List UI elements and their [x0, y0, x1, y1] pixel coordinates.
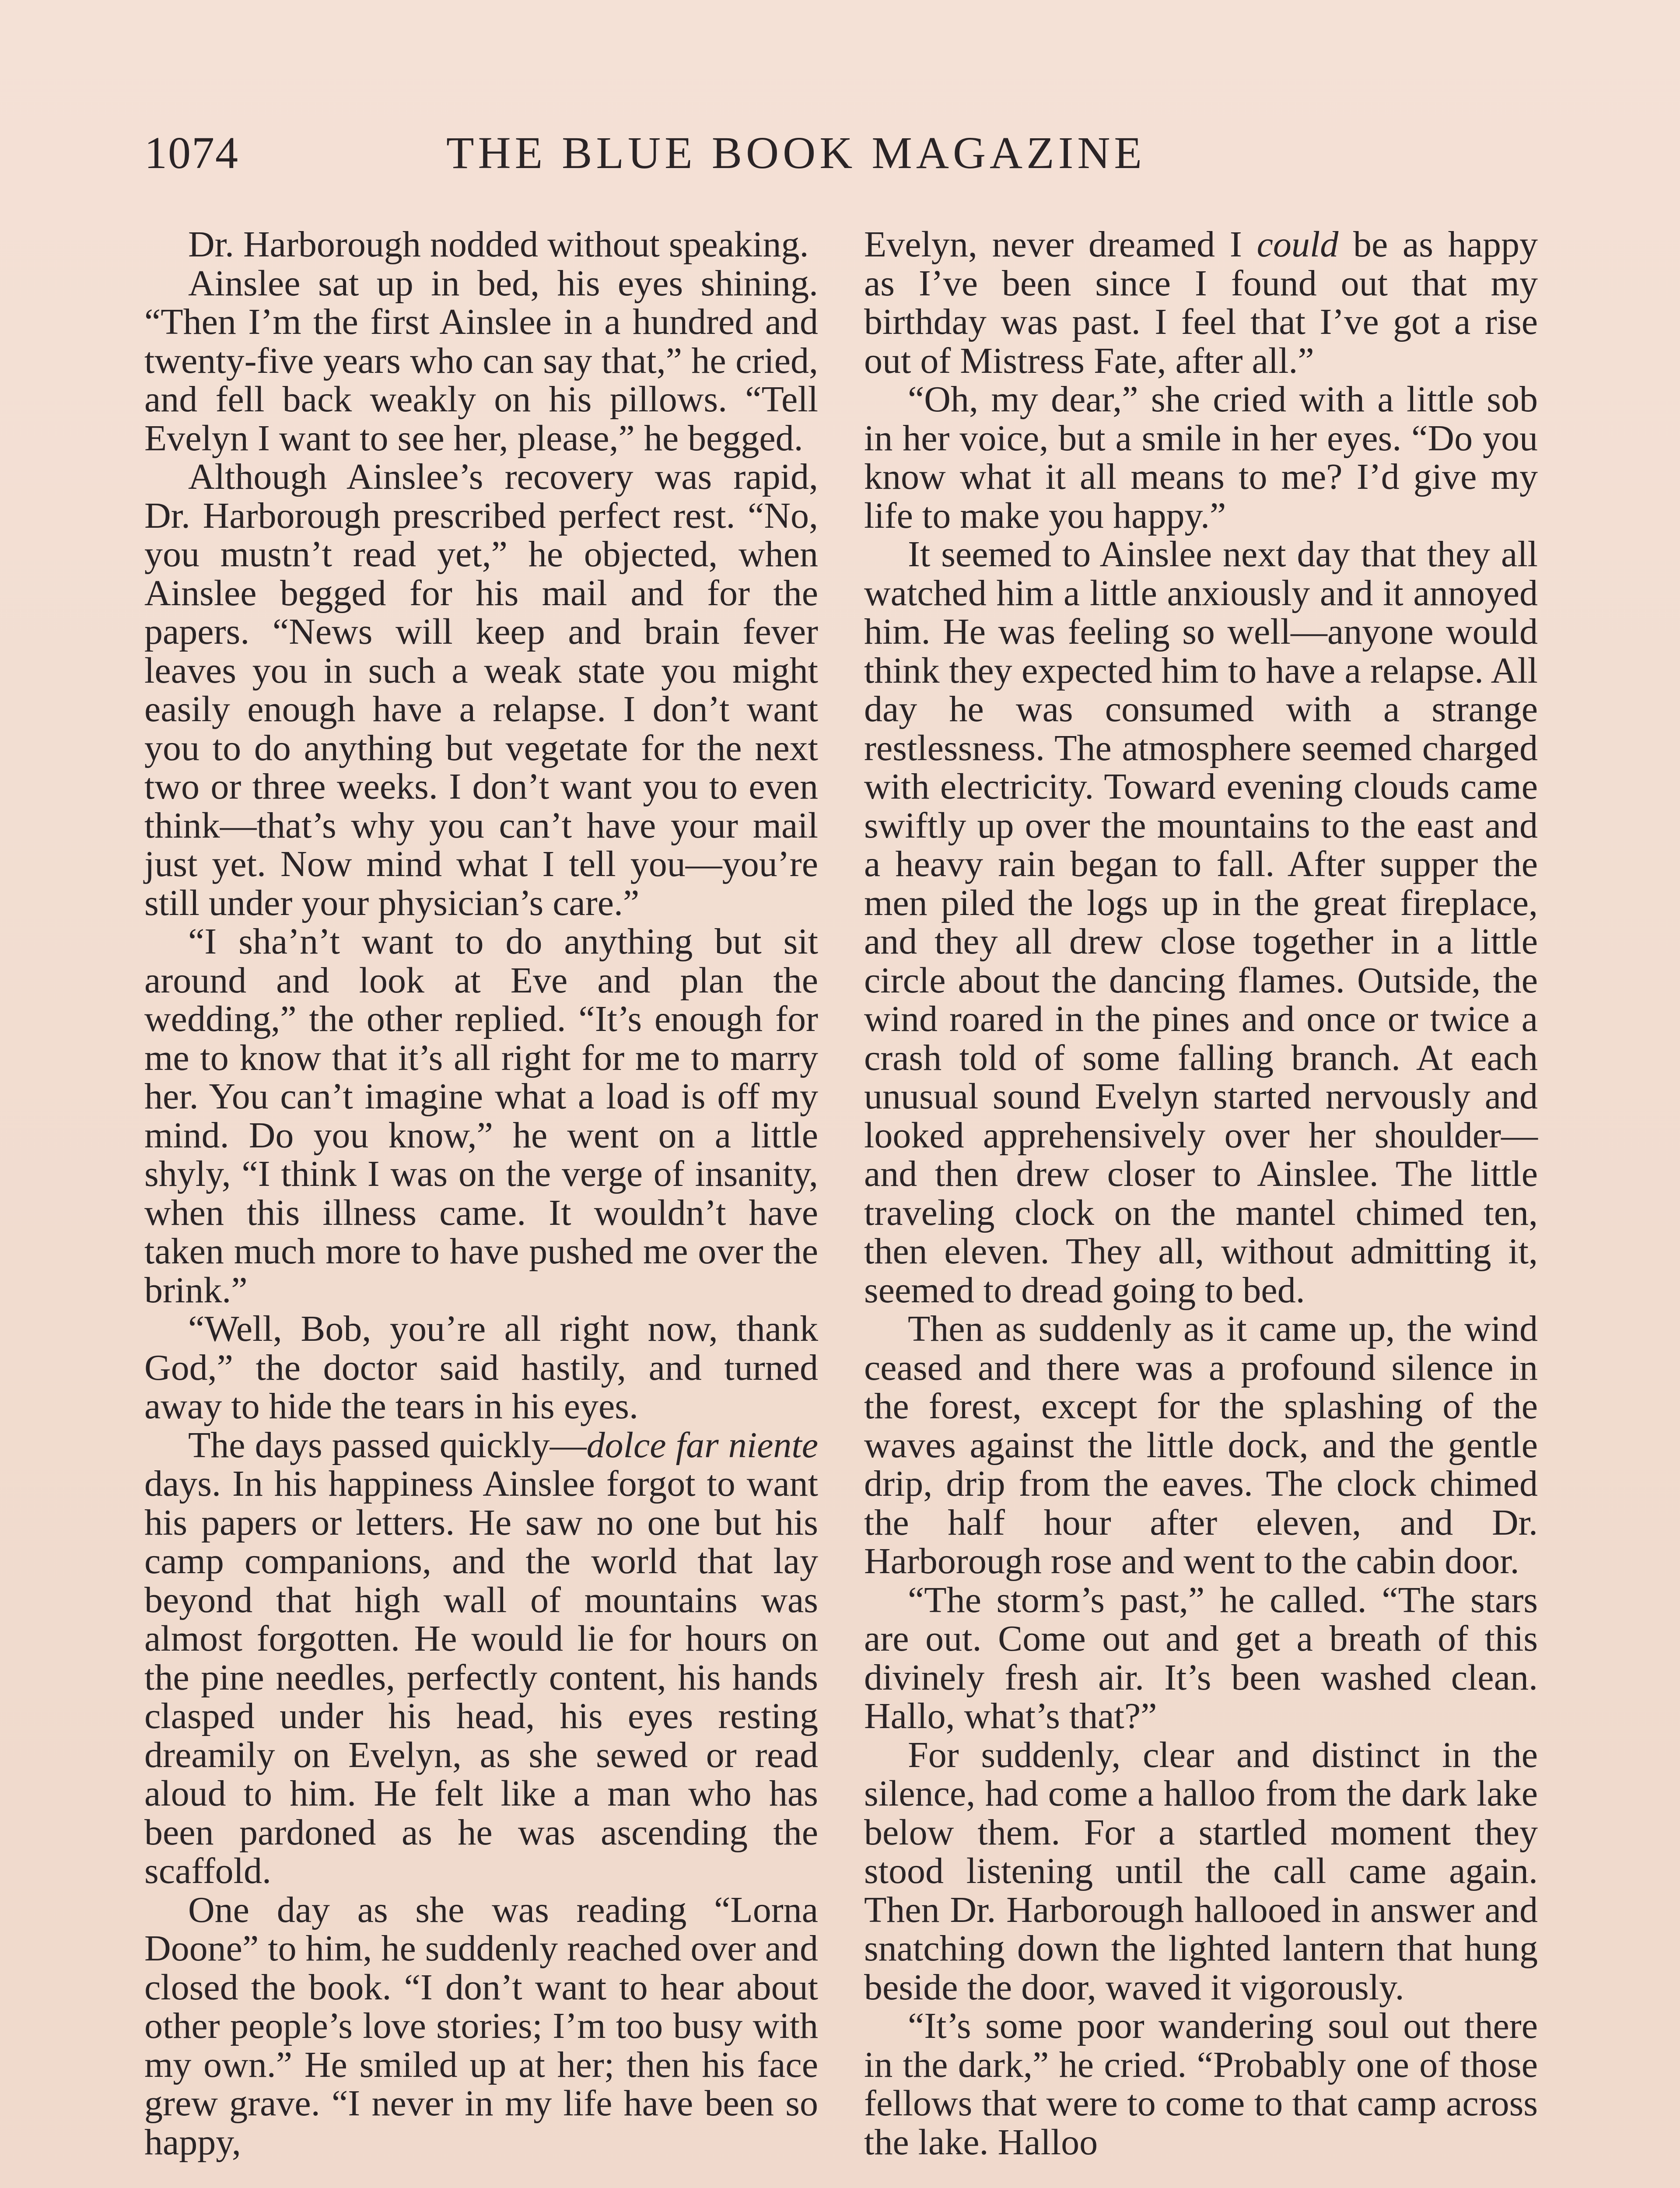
paragraph: “I sha’n’t want to do anything but sit around and look at Eve and plan the wedding,” the other replied. “It’s enough for me to know that it’s all right for me to marry her. You can’t imagine what a load is off my mind. Do you know,” he went on a little shyly, “I think I was on the verge of insanity, when this illness came. It wouldn’t have taken much more to have pushed me over the brink.” — [144, 921, 818, 1311]
page-number: 1074 — [144, 128, 239, 178]
paragraph: It seemed to Ainslee next day that they all watched him a little anxiously and it annoyed him. He was feeling so well—anyone would think they expected him to have a relapse. All day he was consumed with a strange restlessness. The atmosphere seemed charged with electricity. Toward evening clouds came swiftly up over the mountains to the east and a heavy rain began to fall. After supper the men piled the logs up in the great fireplace, and they all drew close together in a little circle about the dancing flames. Outside, the wind roared in the pines and once or twice a crash told of some falling branch. At each unusual sound Evelyn started nervously and looked apprehensively over her shoulder—and then drew closer to Ainslee. The little traveling clock on the mantel chimed ten, then eleven. They all, without admitting it, seemed to dread going to bed. — [864, 534, 1538, 1311]
paragraph: For suddenly, clear and distinct in the silence, had come a halloo from the dark lake below them. For a startled moment they stood listening until the call came again. Then Dr. Harborough hallooed in answer and snatching down the lighted lantern that hung beside the door, waved it vigorously. — [864, 1734, 1538, 2008]
right-column — [864, 225, 1538, 2162]
left-column — [144, 225, 818, 2162]
magazine-title: THE BLUE BOOK MAGAZINE — [446, 128, 1146, 178]
paragraph: One day as she was reading “Lorna Doone” to him, he suddenly reached over and closed the book. “I don’t want to hear about other people’s love stories; I’m too busy with my own.” He smiled up at her; then his face grew grave. “I never in my life have been so happy, — [144, 1889, 818, 2163]
paragraph: “The storm’s past,” he called. “The stars are out. Come out and get a breath of this divinely fresh air. It’s been washed clean. Hallo, what’s that?” — [864, 1579, 1538, 1736]
paragraph: “Well, Bob, you’re all right now, thank God,” the doctor said hastily, and turned away to hide the tears in his eyes. — [144, 1308, 818, 1427]
paragraph: “Oh, my dear,” she cried with a little sob in her voice, but a smile in her eyes. “Do you know what it all means to me? I’d give my life to make you happy.” — [864, 379, 1538, 536]
page-header — [144, 127, 1558, 193]
text-run: Evelyn, never dreamed I — [864, 224, 1257, 265]
italic-phrase: dolce far niente — [586, 1424, 818, 1466]
text-run: be as happy as I’ve been since I found out that my birthday was past. I feel that I’ve got a rise out of Mistress Fate, after all.” — [864, 224, 1538, 381]
paragraph: Then as suddenly as it came up, the wind ceased and there was a profound silence in the forest, except for the splashing of the waves against the little dock, and the gentle drip, drip from the eaves. The clock chimed the half hour after eleven, and Dr. Harborough rose and went to the cabin door. — [864, 1308, 1538, 1581]
italic-word: could — [1256, 224, 1339, 265]
paragraph: “It’s some poor wandering soul out there in the dark,” he cried. “Probably one of those fellows that were to come to that camp across the lake. Halloo — [864, 2006, 1538, 2163]
paragraph: Dr. Harborough nodded without speaking. — [188, 224, 809, 265]
paragraph: Although Ainslee’s recovery was rapid, Dr. Harborough prescribed perfect rest. “No, you mustn’t read yet,” he objected, when Ainslee begged for his mail and for the papers. “News will keep and brain fever leaves you in such a weak state you might easily enough have a relapse. I don’t want you to do anything but vegetate for the next two or three weeks. I don’t want you to even think—that’s why you can’t have your mail just yet. Now mind what I tell you—you’re still under your physician’s care.” — [144, 456, 818, 923]
paragraph-days — [144, 1426, 818, 1891]
text-run: The days passed quickly— — [188, 1424, 587, 1466]
paragraph: Ainslee sat up in bed, his eyes shining. “Then I’m the first Ainslee in a hundred and twenty-five years who can say that,” he cried, and fell back weakly on his pillows. “Tell Evelyn I want to see her, please,” he begged. — [144, 263, 818, 459]
text-run: days. In his happiness Ainslee forgot to want his papers or letters. He saw no one but his camp companions, and the world that lay beyond that high wall of mountains was almost forgotten. He would lie for hours on the pine needles, perfectly content, his hands clasped under his head, his eyes resting dreamily on Evelyn, as she sewed or read aloud to him. He felt like a man who has been pardoned as he was ascending the scaffold. — [144, 1463, 818, 1891]
paragraph-continued — [864, 225, 1538, 380]
